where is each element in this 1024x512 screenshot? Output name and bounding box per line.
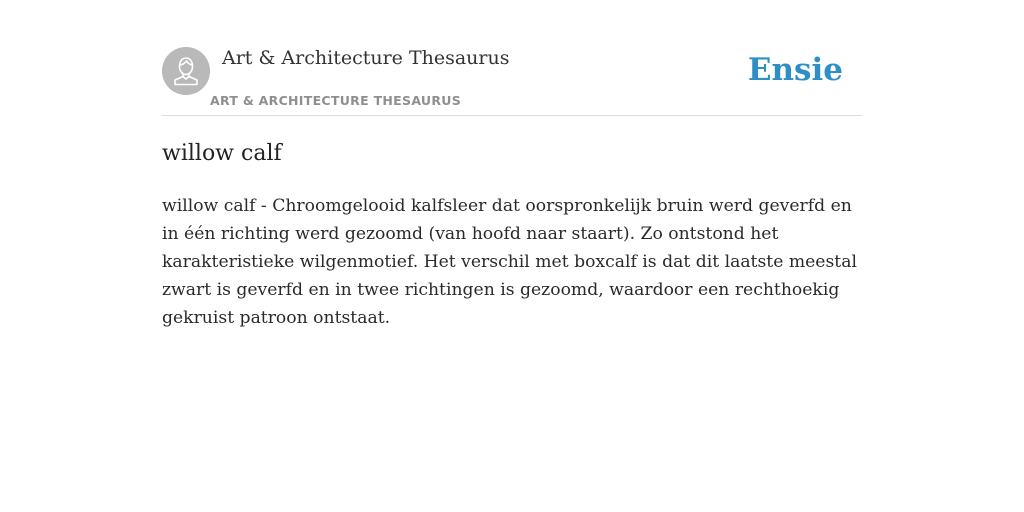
definition-line: karakteristieke wilgenmotief. Het verschil met boxcalf is dat dit laatste meestal: [162, 252, 857, 272]
definition-line: gekruist patroon ontstaat.: [162, 308, 391, 328]
definition-line: in één richting werd gezoomd (van hoofd naar staart). Zo ontstond het: [162, 224, 779, 244]
definition-line: willow calf - Chroomgelooid kalfsleer dat oorspronkelijk bruin werd geverfd en: [162, 196, 852, 216]
author-name[interactable]: Art & Architecture Thesaurus: [222, 47, 510, 69]
ensie-logo[interactable]: Ensie: [747, 52, 843, 88]
user-silhouette-icon: [162, 47, 210, 95]
source-label[interactable]: ART & ARCHITECTURE THESAURUS: [210, 93, 462, 108]
entry-title: willow calf: [162, 141, 282, 166]
entry-definition: [162, 192, 862, 332]
author-avatar[interactable]: [162, 47, 210, 95]
entry-header: [162, 0, 862, 116]
page: [162, 0, 862, 512]
definition-line: zwart is geverfd en in twee richtingen is gezoomd, waardoor een rechthoekig: [162, 280, 840, 300]
